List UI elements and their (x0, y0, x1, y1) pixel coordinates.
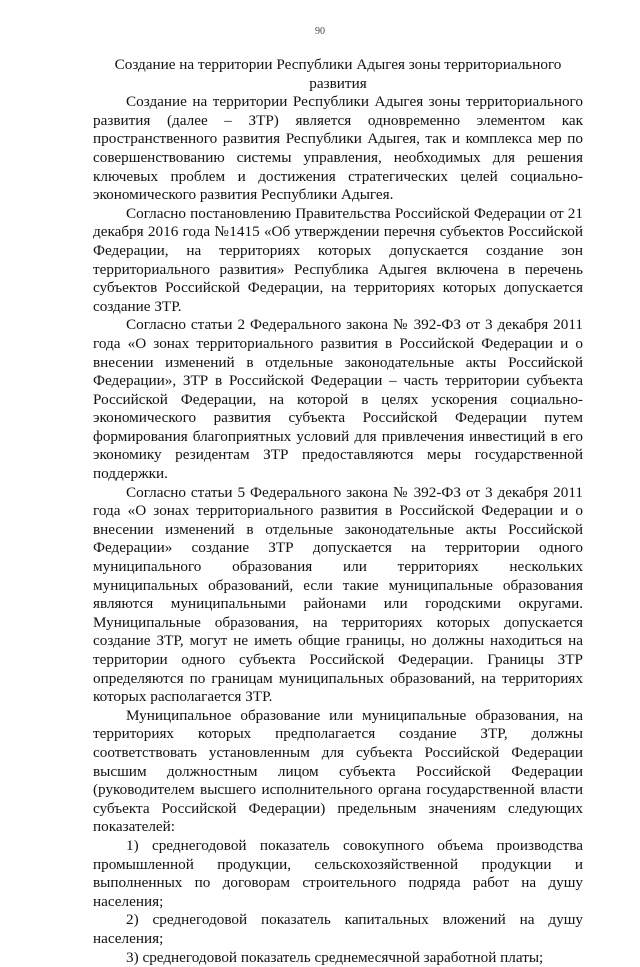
paragraph: Муниципальное образование или муниципальные образования, на территориях которых предполагается создание ЗТР, должны соответствовать установленным для субъекта Российской Федерации высшим должностным лицом субъекта Российской Федерации (руководителем высшего исполнительного органа государственной власти субъекта Российской Федерации) предельным значениям следующих показателей: (93, 707, 583, 837)
section-heading: Создание на территории Республики Адыгея зоны территориального развития (93, 56, 583, 93)
paragraph: Согласно статьи 5 Федерального закона № 392-ФЗ от 3 декабря 2011 года «О зонах территориального развития в Российской Федерации и о внесении изменений в отдельные законодательные акты Российской Федерации» создание ЗТР допускается на территории одного муниципального образования или территориях нескольких муниципальных образований, если такие муниципальные образования являются муниципальными районами или городскими округами. Муниципальные образования, на территориях которых допускается создание ЗТР, могут не иметь общие границы, но должны находиться на территории одного субъекта Российской Федерации. Границы ЗТР определяются по границам муниципальных образований, на территориях которых располагается ЗТР. (93, 484, 583, 707)
paragraph: Согласно статьи 2 Федерального закона № 392-ФЗ от 3 декабря 2011 года «О зонах территориального развития в Российской Федерации и о внесении изменений в отдельные законодательные акты Российской Федерации», ЗТР в Российской Федерации – часть территории субъекта Российской Федерации, на которой в целях ускорения социально-экономического развития субъекта Российской Федерации путем формирования благоприятных условий для привлечения инвестиций в его экономику резидентам ЗТР предоставляются меры государственной поддержки. (93, 316, 583, 483)
page-number: 90 (0, 26, 640, 37)
list-item: 2) среднегодовой показатель капитальных вложений на душу населения; (93, 911, 583, 948)
paragraph: Создание на территории Республики Адыгея зоны территориального развития (далее – ЗТР) является одновременно элементом как пространственного развития Республики Адыгея, так и комплекса мер по совершенствованию системы управления, необходимых для решения ключевых проблем и достижения стратегических целей социально-экономического развития Республики Адыгея. (93, 93, 583, 205)
paragraph: Согласно постановлению Правительства Российской Федерации от 21 декабря 2016 года №1415 «Об утверждении перечня субъектов Российской Федерации, на территориях которых допускается создание зон территориального развития» Республика Адыгея включена в перечень субъектов Российской Федерации, на территориях которых допускается создание ЗТР. (93, 205, 583, 317)
list-item: 1) среднегодовой показатель совокупного объема производства промышленной продукции, сельскохозяйственной продукции и выполненных по договорам строительного подряда работ на душу населения; (93, 837, 583, 911)
document-body (93, 56, 583, 967)
list-item: 3) среднегодовой показатель среднемесячной заработной платы; (93, 949, 583, 967)
